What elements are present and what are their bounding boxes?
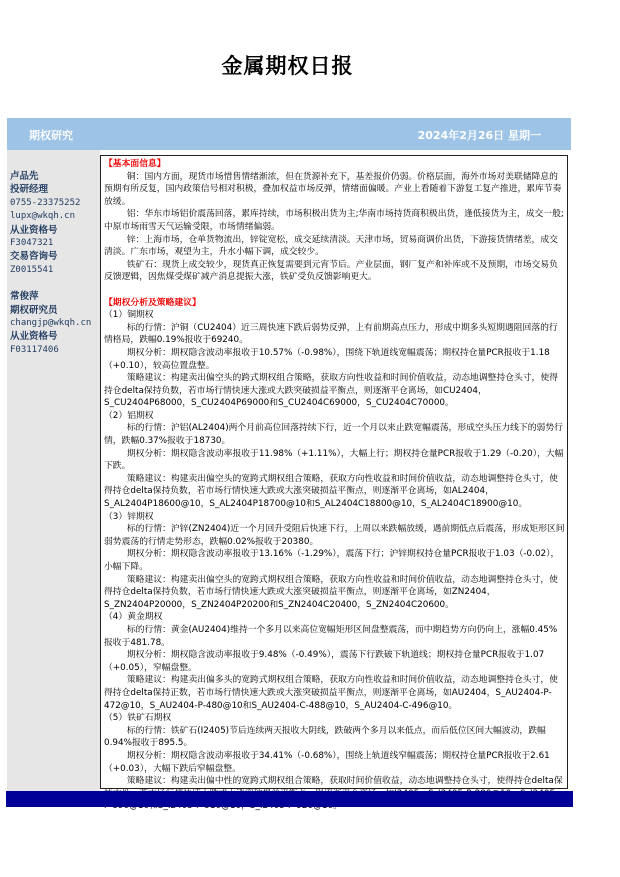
gold-market: 标的行情：黄金(AU2404)维持一个多月以来高位宽幅矩形区间盘整震荡，而中期趋势方向仍向上，涨幅0.45%报收于481.78。 [104,624,558,648]
analysis-heading: 【期权分析及策略建议】 [104,297,201,308]
gold-strategy: 策略建议：构建卖出偏多头的宽跨式期权组合策略，获取方向性收益和时间价值收益，动态地调整持仓头寸，使得持仓delta保持正数，若市场行情快速大跌或大涨突破损益平衡点，则逐渐平仓离场，如AU2404，S_AU2404-P-472@10，S_AU2404-P-480@10和S_AU2404-C-488@10，S_AU2404-C-496@10。 [104,675,558,711]
author-name: 卢品先 [10,171,39,182]
section-title-iron-ore: （5）铁矿石期权 [104,713,172,724]
fundamentals-heading: 【基本面信息】 [104,159,166,169]
cert-label: 从业资格号 [10,224,58,236]
cert-number: F3047321 [10,238,54,249]
report-body [100,155,568,789]
consult-number: Z0015541 [10,264,54,275]
footer-bar [6,791,573,807]
report-title: 金属期权日报 [221,53,354,78]
author-email[interactable]: lupx@wkqh.cn [10,211,76,222]
copper-strategy: 策略建议：构建卖出偏空头的跨式期权组合策略，获取方向性收益和时间价值收益，动态地调整持仓头寸，使得持仓delta保持负数，若市场行情快速大涨或大跌突破损益平衡点，则逐渐平仓离场，如CU2404，S_CU2404P68000，S_CU2404P69000和S_CU2404C69000，S_CU2404C70000。 [104,373,558,409]
fundamentals-aluminum: 铝：华东市场铝价震荡回落，累库持续，市场积极出货为主;华南市场持货商积极出货，逢低接货为主，成交一般;中原市场雨雪天气运输受限，市场情绪偏弱。 [104,209,564,232]
aluminum-market: 标的行情：沪铝(AL2404)两个月前高位回落持续下行，近一个月以来止跌宽幅震荡，形成空头压力线下的弱势行情，跌幅0.37%报收于18730。 [104,423,563,447]
iron-ore-strategy: 策略建议：构建卖出偏中性的宽跨式期权组合策略，获取时间价值收益，动态地调整持仓头寸，使得持仓delta保 [126,776,563,787]
author-name: 常俊萍 [10,291,39,303]
cert-label: 从业资格号 [10,331,58,343]
section-label: 期权研究 [29,129,73,142]
header-band [7,118,571,150]
iron-ore-market: 标的行情：铁矿石(I2405)节后连续两天报收大阴线，跌破两个多月以来低点，而后低位区间大幅波动，跌幅0.94%报收于895.5。 [104,725,546,749]
zinc-market: 标的行情：沪锌(ZN2404)近一个月回升受阻后快速下行，上周以来跌幅放缓，遇前期低点后震荡，形成矩形区间弱势震荡的行情走势形态，跌幅0.02%报收于20380。 [104,524,565,547]
fundamentals-zinc: 锌：上海市场，仓单货物流出，锌锭宽松，成交延续清淡。天津市场，贸易商调价出货，下游接货情绪差，成交清淡。广东市场，观望为主，升水小幅下调，成交较少。 [104,234,558,258]
author-sidebar [7,150,100,791]
aluminum-option: 期权分析：期权隐含波动率报收于11.98%（+1.11%），大幅上行；期权持仓量PCR报收于1.29（-0.20），大幅下跌。 [104,448,564,472]
section-title-zinc: （3）锌期权 [104,511,154,522]
author-role: 期权研究员 [10,304,58,316]
copper-option: 期权分析：期权隐含波动率报收于10.57%（-0.98%），围绕下轨道线宽幅震荡；期权持仓量PCR报收于1.18（+0.10），较高位置盘整。 [104,347,550,371]
fundamentals-copper: 铜：国内方面，现货市场惜售情绪渐浓，但在货源补充下，基差报价仍弱。价格层面，海外市场对美联储降息的预期有所反复，国内政策信号相对积极，叠加权益市场反弹，情绪面偏暖。产业上看随着下游复工复产推进，累库节奏放缓。 [104,171,562,207]
author-role: 投研经理 [10,184,49,196]
section-title-aluminum: （2）铝期权 [104,410,154,421]
zinc-strategy: 策略建议：构建卖出偏空头的宽跨式期权组合策略，获取方向性收益和时间价值收益，动态地调整持仓头寸，使得持仓delta保持负数，若市场行情快速大跌或大涨突破损益平衡点，则逐渐平仓离场，如ZN2404，S_ZN2404P20000，S_ZN2404P20200和S_ZN2404C20400，S_ZN2404C20600。 [104,574,558,610]
section-title-gold: （4）黄金期权 [104,612,163,623]
report-date: 2024年2月26日 星期一 [417,129,541,142]
gold-option: 期权分析：期权隐含波动率报收于9.48%（-0.49%），震荡下行跌破下轨道线；期权持仓量PCR报收于1.07（+0.05），窄幅盘整。 [104,650,545,673]
aluminum-strategy: 策略建议：构建卖出偏空头的宽跨式期权组合策略，获取方向性收益和时间价值收益，动态地调整持仓头寸，使得持仓delta保持负数，若市场行情快速大跌或大涨突破损益平衡点，则逐渐平仓离场，如AL2404，S_AL2404P18600@10，S_AL2404P18700@10和S_AL2404C18800@10，S_AL2404C18900@10。 [104,473,558,510]
author-email[interactable]: changjp@wkqh.cn [10,318,92,329]
zinc-option: 期权分析：期权隐含波动率报收于13.16%（-1.29%），震荡下行；沪锌期权持仓量PCR报收于1.03（-0.02），小幅下降。 [104,549,560,572]
fundamentals-iron-ore: 铁矿石：现货上成交较少，现货真正恢复需要到元宵节后。产业层面，钢厂复产和补库或不及预期，市场交易负反馈逻辑，因焦煤受煤矿减产消息提振大涨，铁矿受负反馈影响更大。 [104,259,558,283]
section-title-copper: （1）铜期权 [104,310,154,321]
iron-ore-option: 期权分析：期权隐含波动率报收于34.41%（-0.68%），围绕上轨道线窄幅震荡；期权持仓量PCR报收于2.61（+0.03），大幅下跌后窄幅盘整。 [104,750,550,774]
consult-label: 交易咨询号 [10,251,58,263]
cert-number: F03117406 [10,344,59,355]
author-phone: 0755-23375252 [10,197,81,208]
copper-market: 标的行情：沪铜（CU2404）近三周快速下跌后弱势反弹，上有前期高点压力，形成中期多头短期遇阻回落的行情格局，跌幅0.19%报收于69240。 [104,322,558,346]
